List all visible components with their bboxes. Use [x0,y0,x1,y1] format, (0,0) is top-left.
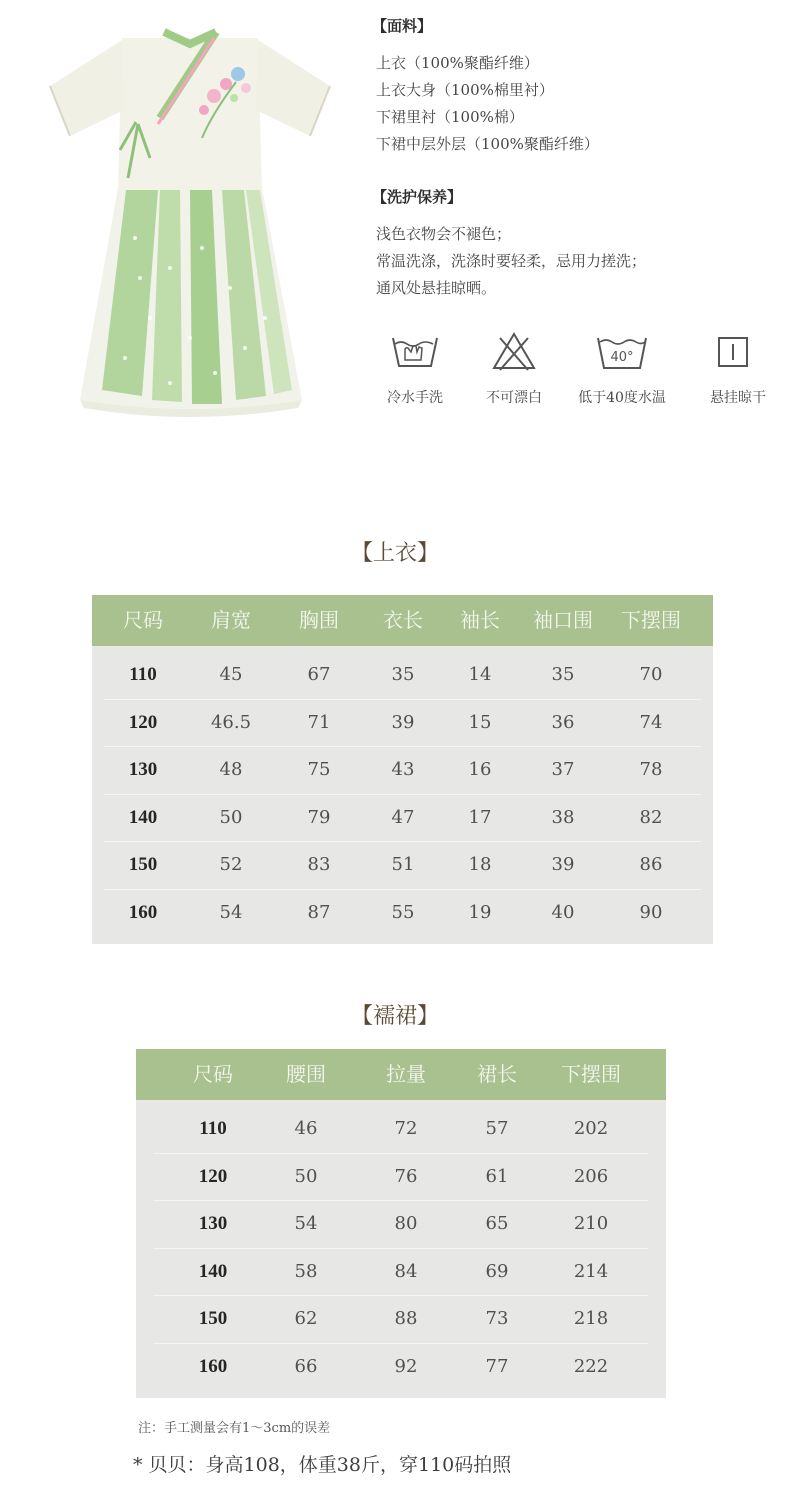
table-cell: 222 [573,1355,609,1377]
size-cell: 130 [198,1213,228,1234]
table-cell: 37 [551,759,575,780]
care-list [376,221,646,302]
hang-dry-icon [707,330,759,374]
size-cell: 120 [128,711,158,733]
table-cell: 206 [573,1165,609,1187]
table-cell: 39 [391,711,415,733]
table-row [92,699,713,747]
table-cell: 73 [485,1308,509,1329]
table-row [136,1248,666,1296]
table-cell: 54 [219,901,243,923]
size-cell: 160 [198,1355,228,1377]
table-cell: 80 [394,1213,418,1234]
table-cell: 92 [394,1355,418,1377]
table-row [92,794,713,842]
table-cell: 86 [639,854,663,875]
table-cell: 19 [468,901,492,923]
care-title: 【洗护保养】 [372,188,463,206]
product-image [40,18,340,418]
column-header: 尺码 [123,608,163,632]
table-cell: 35 [391,664,415,685]
care-label-hand-wash: 冷水手洗 [387,390,443,406]
table-row [136,1295,666,1343]
table-row [136,1105,666,1153]
column-header: 袖长 [460,608,500,632]
table-row [92,651,713,699]
table-cell: 78 [639,759,663,780]
table-cell: 76 [394,1165,418,1187]
column-header: 尺码 [193,1062,233,1086]
table-cell: 202 [573,1118,609,1139]
table-cell: 75 [307,759,331,780]
table-cell: 15 [468,711,492,733]
table-cell: 46.5 [210,711,252,733]
fabric-line: 下裙中层外层（100%聚酯纤维） [376,135,599,153]
table-cell: 69 [485,1260,509,1282]
fabric-line: 上衣大身（100%棉里衬） [376,81,554,99]
table-row [136,1153,666,1201]
table-cell: 71 [307,711,331,733]
column-header: 下摆围 [621,608,681,632]
care-line: 常温洗涤，洗涤时要轻柔，忌用力搓洗； [376,252,647,270]
size-cell: 110 [129,664,157,685]
table-cell: 50 [219,806,243,828]
fabric-line: 下裙里衬（100%棉） [376,108,524,126]
table-row [136,1343,666,1391]
table-cell: 214 [573,1260,609,1282]
care-label-no-bleach: 不可漂白 [486,390,542,406]
model-note: * 贝贝：身高108，体重38斤，穿110码拍照 [133,1454,512,1476]
column-header: 裙长 [477,1062,517,1086]
skirt-table-title: 【襦裙】 [350,1004,439,1029]
table-cell: 57 [485,1118,509,1139]
column-header: 衣长 [383,608,423,632]
care-label-hang-dry: 悬挂晾干 [710,390,766,406]
table-cell: 218 [573,1308,609,1329]
column-header: 肩宽 [211,608,251,632]
skirt-table-header [136,1049,666,1100]
table-cell: 83 [307,854,331,875]
table-cell: 82 [639,806,663,828]
table-row [92,841,713,889]
table-cell: 88 [394,1308,418,1329]
size-cell: 110 [199,1118,227,1139]
table-cell: 54 [294,1213,318,1234]
table-cell: 17 [468,806,492,828]
table-cell: 87 [307,901,331,923]
table-cell: 90 [639,901,663,923]
wash-temp-label: 40° [610,350,634,365]
table-row [92,746,713,794]
top-size-table [92,595,713,944]
table-cell: 14 [468,664,492,685]
table-cell: 18 [468,854,492,875]
column-header: 袖口围 [533,608,593,632]
size-cell: 150 [128,854,158,875]
measurement-note: 注：手工测量会有1～3cm的误差 [138,1421,331,1436]
table-cell: 70 [639,664,663,685]
top-table-header [92,595,713,646]
table-cell: 16 [468,759,492,780]
table-cell: 67 [307,664,331,685]
table-cell: 47 [391,806,415,828]
table-cell: 65 [485,1213,509,1234]
column-header: 胸围 [299,608,339,632]
table-row [92,889,713,937]
size-cell: 160 [128,901,158,923]
size-cell: 130 [128,759,158,780]
care-line: 浅色衣物会不褪色； [376,225,512,243]
table-cell: 36 [551,711,575,733]
table-cell: 79 [307,806,331,828]
table-cell: 61 [485,1165,509,1187]
table-cell: 39 [551,854,575,875]
table-cell: 51 [391,854,415,875]
fabric-list [376,50,599,158]
table-cell: 62 [294,1308,318,1329]
table-cell: 74 [639,711,663,733]
table-cell: 45 [219,664,243,685]
wash-40-icon [596,330,648,374]
table-cell: 55 [391,901,415,923]
table-cell: 38 [551,806,575,828]
table-cell: 46 [294,1118,318,1139]
table-cell: 40 [551,901,575,923]
column-header: 拉量 [386,1062,426,1086]
table-cell: 35 [551,664,575,685]
hand-wash-icon [389,330,441,374]
table-cell: 77 [485,1355,509,1377]
size-cell: 140 [198,1260,228,1282]
table-cell: 84 [394,1260,418,1282]
table-cell: 48 [219,759,243,780]
fabric-title: 【面料】 [372,17,433,35]
skirt-size-table [136,1049,666,1398]
fabric-line: 上衣（100%聚酯纤维） [376,54,539,72]
table-cell: 72 [394,1118,418,1139]
care-label-wash-40: 低于40度水温 [578,390,666,406]
size-cell: 150 [198,1308,228,1329]
table-cell: 43 [391,759,415,780]
size-cell: 120 [198,1165,228,1187]
table-row [136,1200,666,1248]
care-line: 通风处悬挂晾晒。 [376,279,497,297]
table-cell: 66 [294,1355,318,1377]
table-cell: 52 [219,854,243,875]
column-header: 下摆围 [561,1062,621,1086]
table-cell: 50 [294,1165,318,1187]
no-bleach-icon [488,330,540,374]
column-header: 腰围 [286,1062,326,1086]
top-table-title: 【上衣】 [350,541,439,566]
table-cell: 58 [294,1260,318,1282]
size-cell: 140 [128,806,158,828]
table-cell: 210 [573,1213,609,1234]
